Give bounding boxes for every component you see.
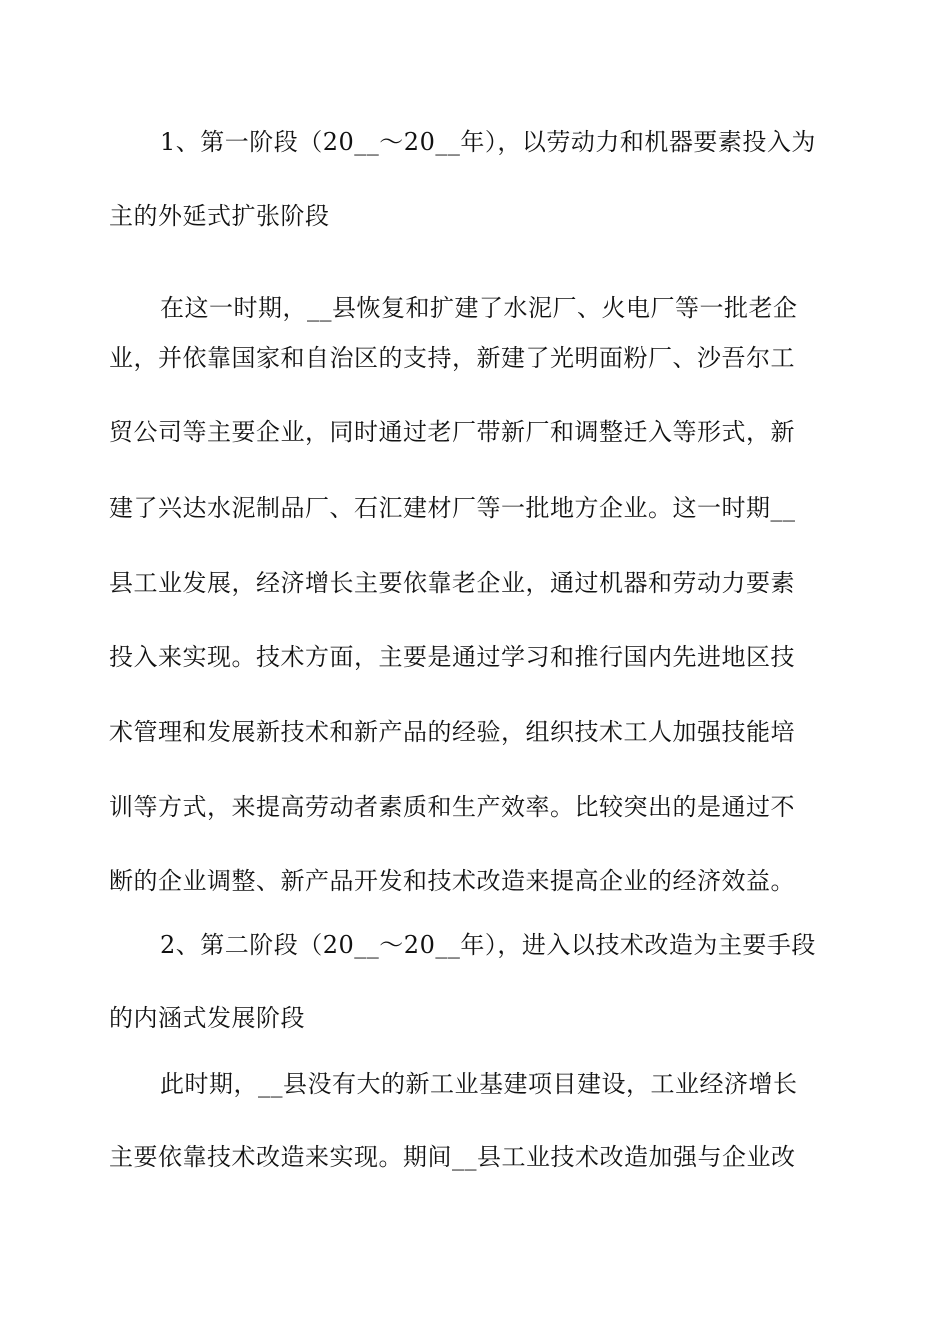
paragraph-stage-two-line-1: 此时期，__县没有大的新工业基建项目建设，工业经济增长 xyxy=(160,1070,798,1098)
paragraph-stage-one-line-3: 贸公司等主要企业，同时通过老厂带新厂和调整迁入等形式，新 xyxy=(109,418,795,446)
paragraph-stage-one-line-4: 建了兴达水泥制品厂、石汇建材厂等一批地方企业。这一时期__ xyxy=(109,494,796,522)
paragraph-stage-two-line-2: 主要依靠技术改造来实现。期间__县工业技术改造加强与企业改 xyxy=(109,1143,796,1171)
heading-stage-two-line-1: 2、第二阶段（20__～20__年），进入以技术改造为主要手段 xyxy=(160,931,816,959)
paragraph-stage-one-line-8: 训等方式，来提高劳动者素质和生产效率。比较突出的是通过不 xyxy=(109,793,795,821)
paragraph-stage-one-line-9: 断的企业调整、新产品开发和技术改造来提高企业的经济效益。 xyxy=(109,867,795,895)
heading-stage-one-line-2: 主的外延式扩张阶段 xyxy=(109,202,330,230)
paragraph-stage-one-line-7: 术管理和发展新技术和新产品的经验，组织技术工人加强技能培 xyxy=(109,718,795,746)
heading-stage-one-line-1: 1、第一阶段（20__～20__年），以劳动力和机器要素投入为 xyxy=(160,128,816,156)
paragraph-stage-one-line-1: 在这一时期，__县恢复和扩建了水泥厂、火电厂等一批老企 xyxy=(160,294,798,322)
heading-stage-two-line-2: 的内涵式发展阶段 xyxy=(109,1004,305,1032)
paragraph-stage-one-line-6: 投入来实现。技术方面，主要是通过学习和推行国内先进地区技 xyxy=(109,643,795,671)
paragraph-stage-one-line-2: 业，并依靠国家和自治区的支持，新建了光明面粉厂、沙吾尔工 xyxy=(109,344,795,372)
paragraph-stage-one-line-5: 县工业发展，经济增长主要依靠老企业，通过机器和劳动力要素 xyxy=(109,569,795,597)
